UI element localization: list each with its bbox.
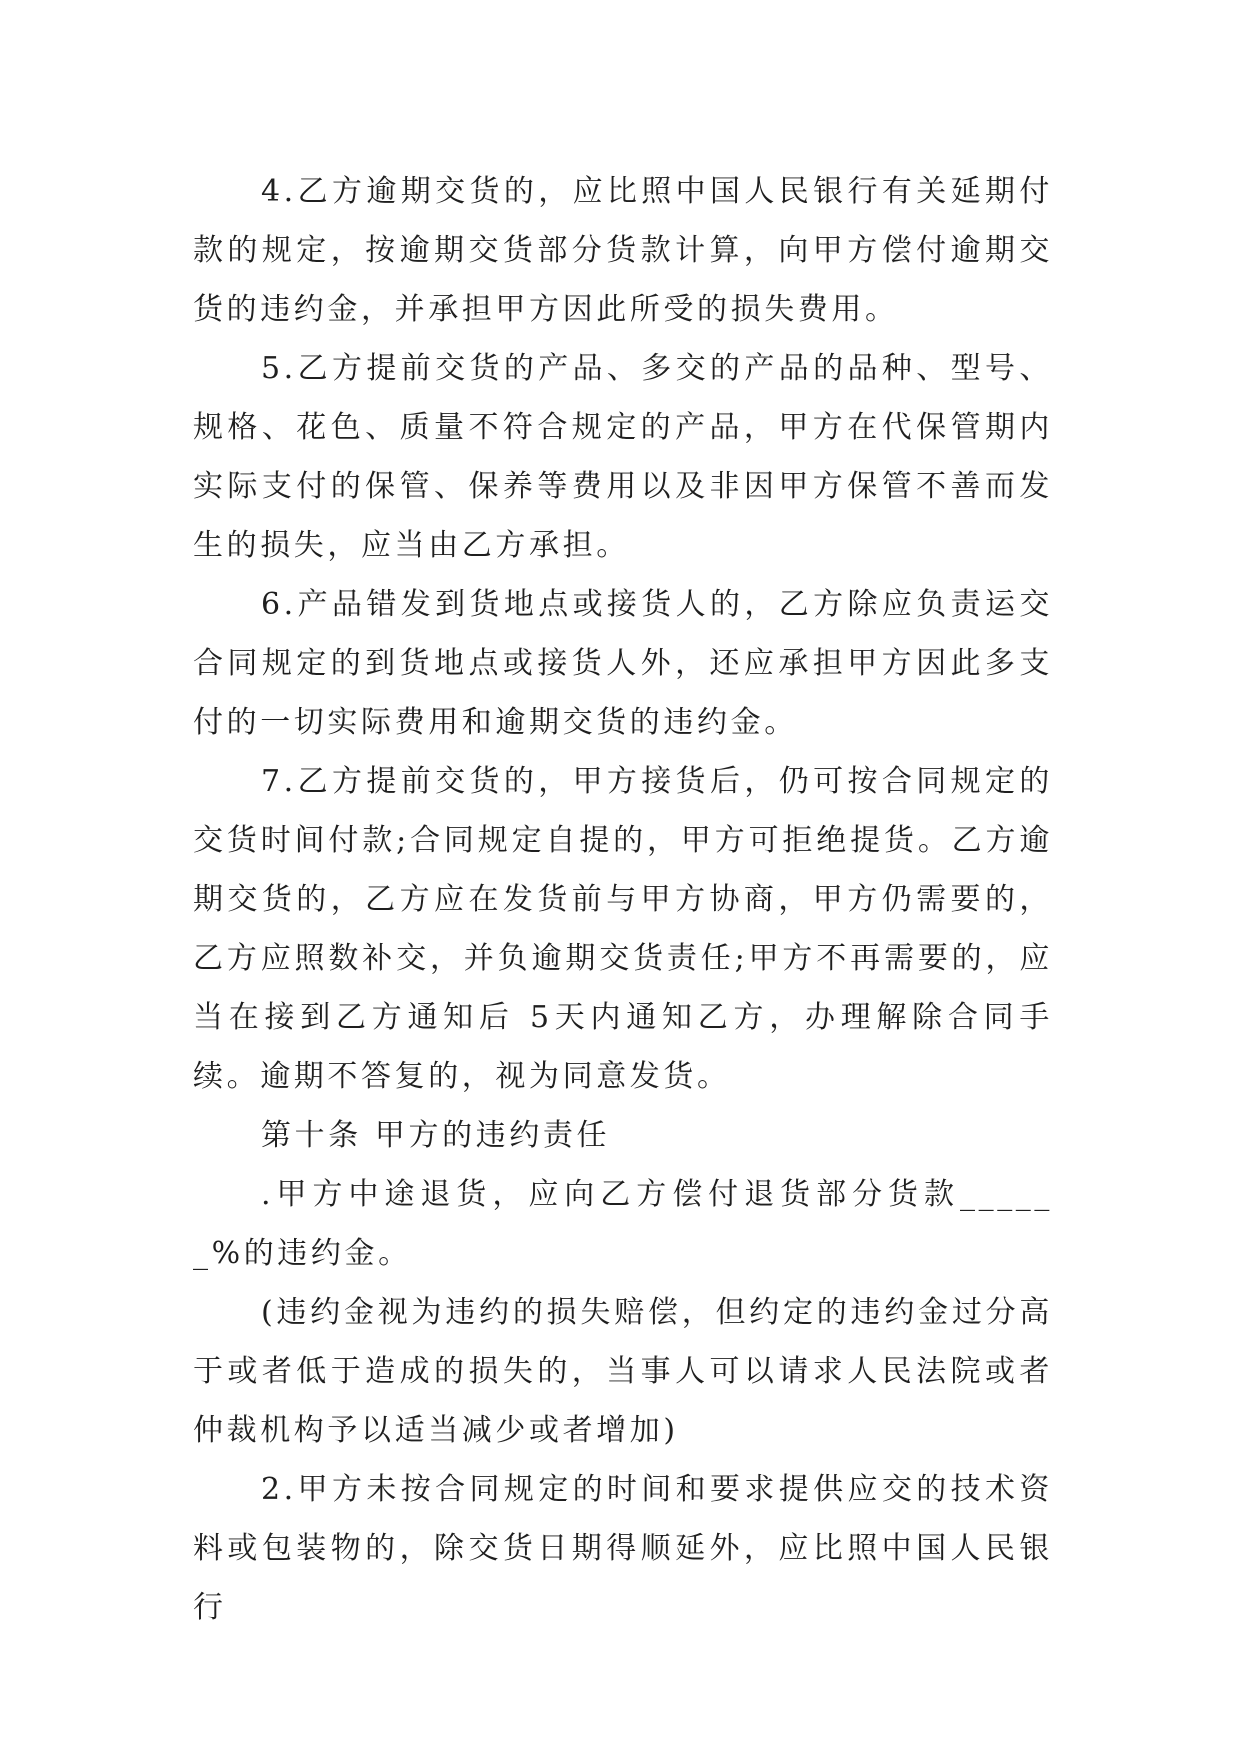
clause-paragraph-2-buyer: 2.甲方未按合同规定的时间和要求提供应交的技术资料或包装物的，除交货日期得顺延外，应比照中国人民银行: [193, 1472, 1053, 1625]
clause-paragraph-6: 6.产品错发到货地点或接货人的，乙方除应负责运交合同规定的到货地点或接货人外，还应承担甲方因此多支付的一切实际费用和逾期交货的违约金。: [193, 587, 1053, 740]
note-paragraph: (违约金视为违约的损失赔偿，但约定的违约金过分高于或者低于造成的损失的，当事人可以请求人民法院或者仲裁机构予以适当减少或者增加): [193, 1295, 1053, 1448]
document-body: [193, 162, 1053, 1637]
clause-paragraph-1-buyer: .甲方中途退货，应向乙方偿付退货部分货款______%的违约金。: [193, 1177, 1053, 1271]
section-heading-article-10: 第十条 甲方的违约责任: [261, 1118, 611, 1153]
clause-paragraph-4: 4.乙方逾期交货的，应比照中国人民银行有关延期付款的规定，按逾期交货部分货款计算，向甲方偿付逾期交货的违约金，并承担甲方因此所受的损失费用。: [193, 174, 1053, 327]
clause-paragraph-5: 5.乙方提前交货的产品、多交的产品的品种、型号、规格、花色、质量不符合规定的产品，甲方在代保管期内实际支付的保管、保养等费用以及非因甲方保管不善而发生的损失，应当由乙方承担。: [193, 351, 1053, 563]
clause-paragraph-7: 7.乙方提前交货的，甲方接货后，仍可按合同规定的交货时间付款;合同规定自提的，甲方可拒绝提货。乙方逾期交货的，乙方应在发货前与甲方协商，甲方仍需要的，乙方应照数补交，并负逾期交货责任;甲方不再需要的，应当在接到乙方通知后 5天内通知乙方，办理解除合同手续。逾期不答复的，视为同意发货。: [193, 764, 1053, 1094]
